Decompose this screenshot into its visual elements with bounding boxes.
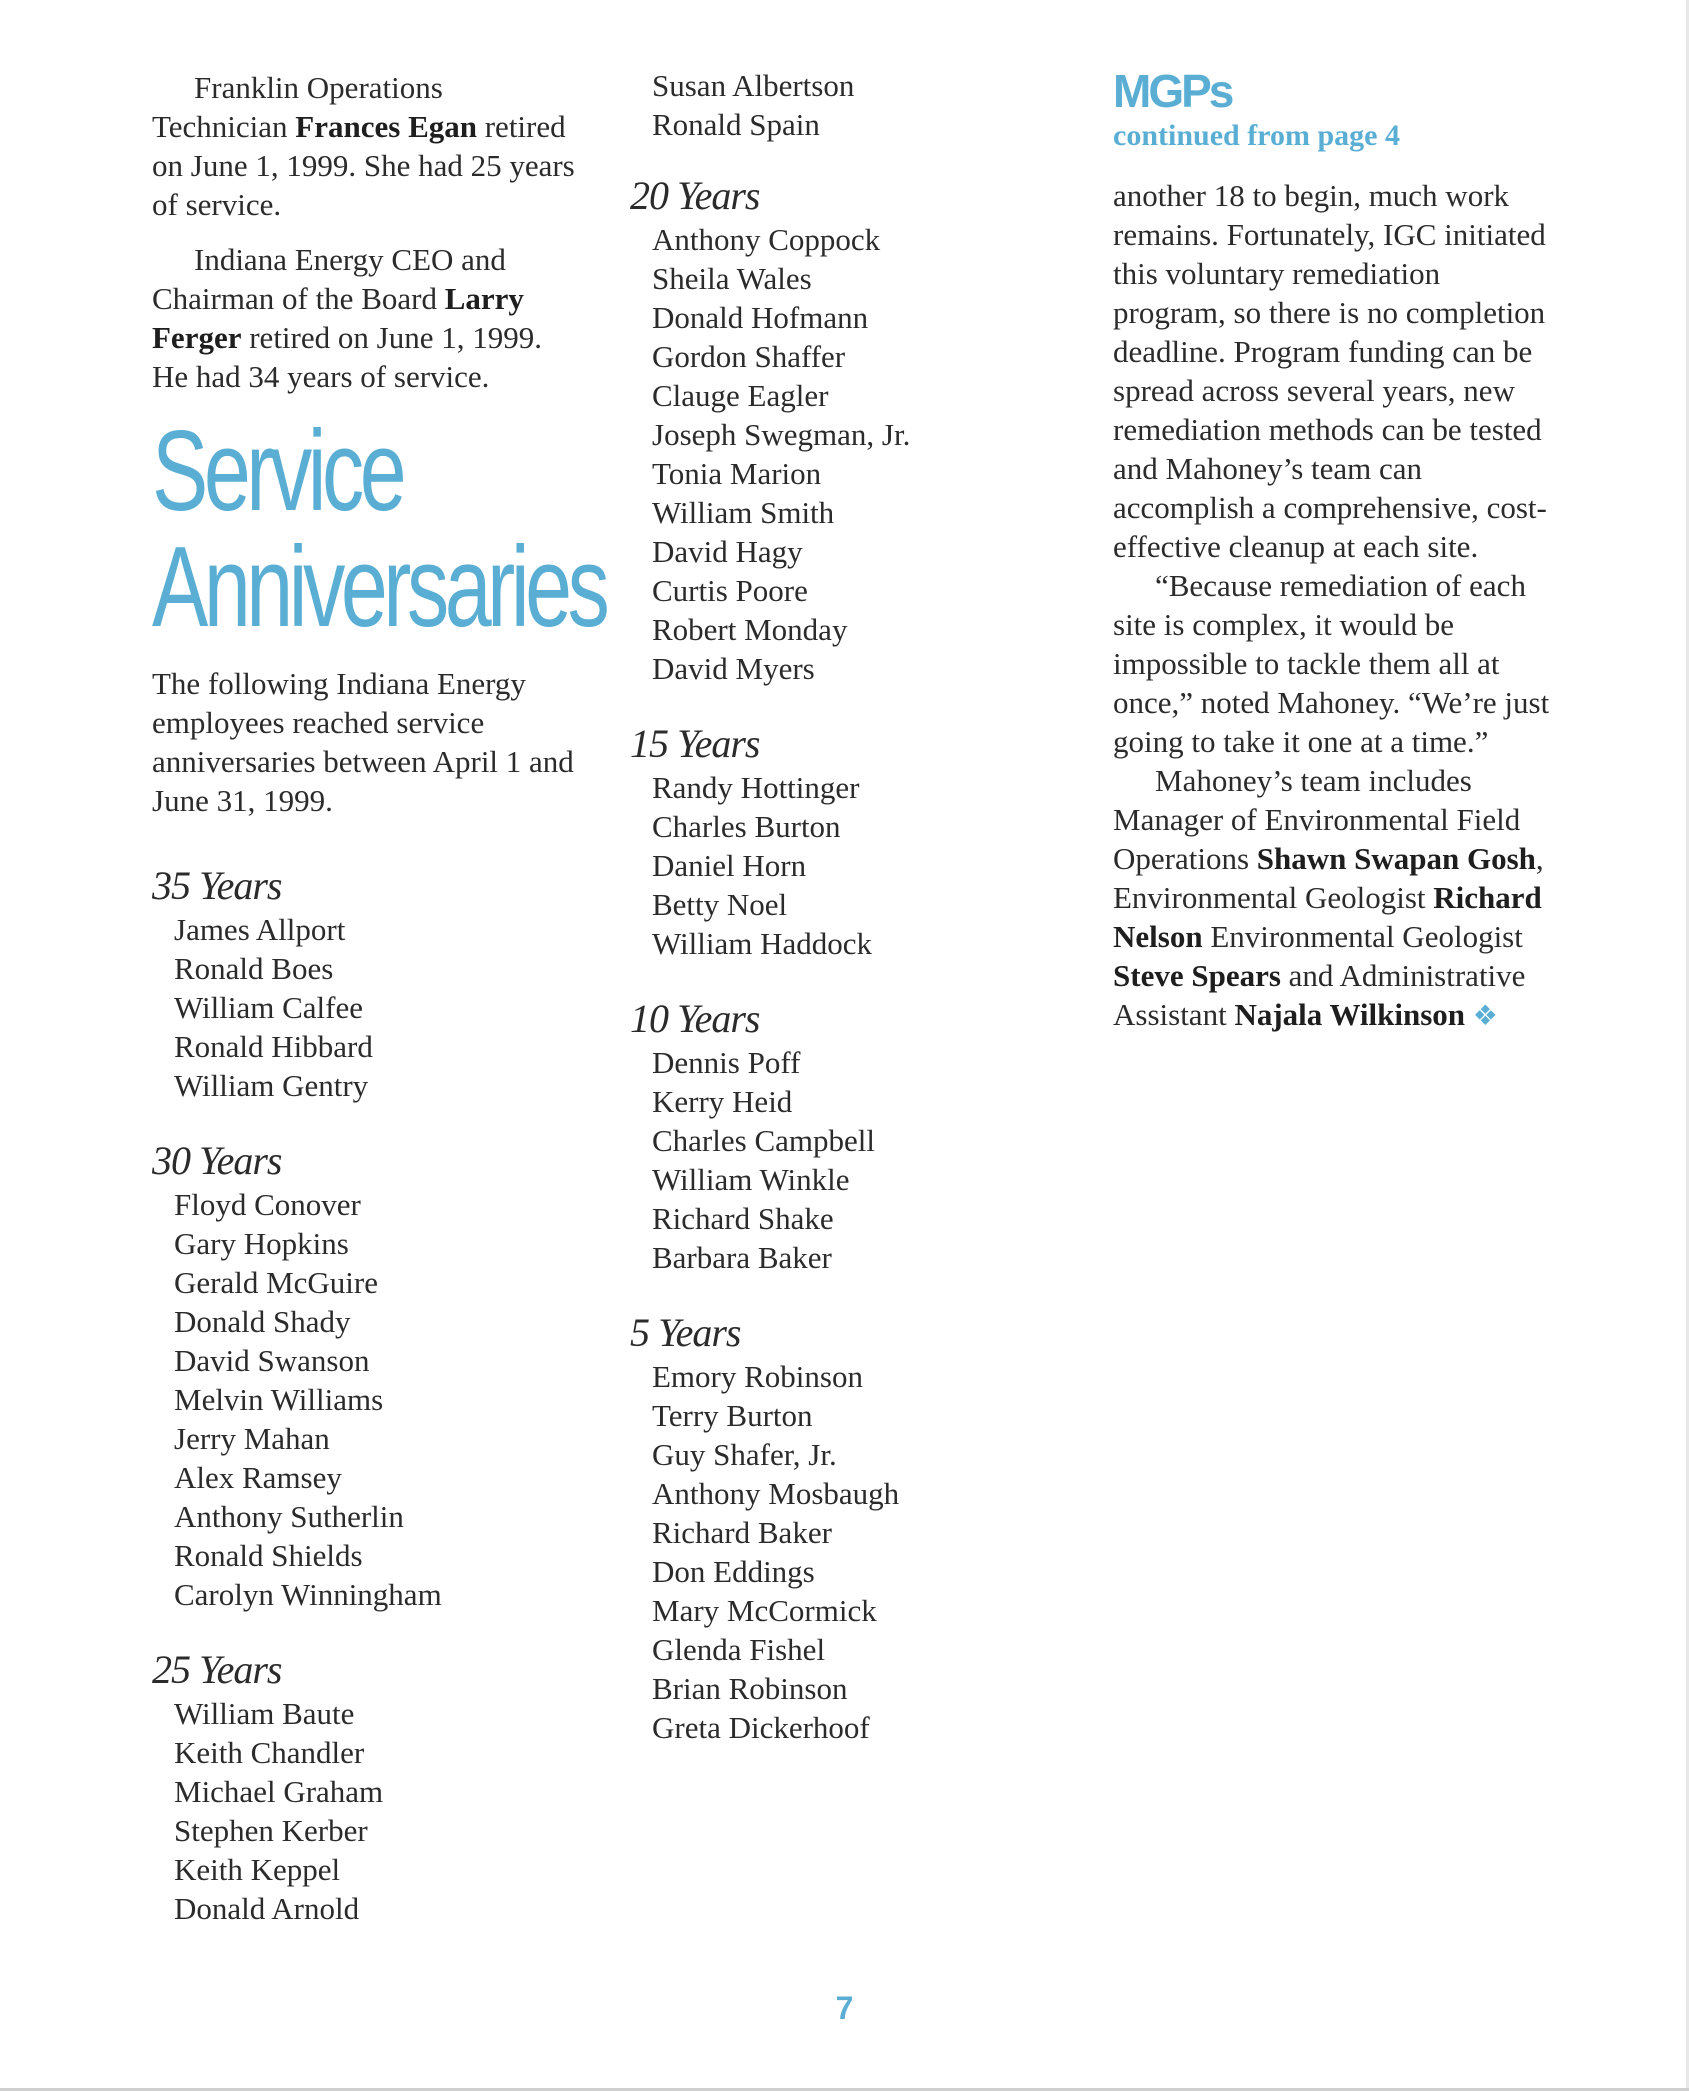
employee-name: Barbara Baker: [652, 1240, 832, 1275]
continued-name-list: [630, 66, 970, 144]
employee-name: Michael Graham: [174, 1774, 384, 1809]
employee-name: Keith Keppel: [174, 1852, 341, 1887]
mgps-paragraph-1: another 18 to begin, much work remains. Fortunately, IGC initiated this voluntary remediation program, so there is no completion deadline. Program funding can be spread across several years, new remediation methods can be tested and Mahoney’s team can accomplish a comprehensive, cost-effective cleanup at each site.: [1113, 178, 1547, 564]
employee-name: David Swanson: [174, 1343, 370, 1378]
employee-name: Randy Hottinger: [652, 770, 860, 805]
employee-name: James Allport: [174, 912, 346, 947]
employee-name: Terry Burton: [652, 1398, 813, 1433]
employee-name: William Calfee: [174, 990, 363, 1025]
intro-paragraph: The following Indiana Energy employees reached service anniversaries between April 1 and June 31, 1999.: [152, 666, 574, 818]
team-member-name: Najala Wilkinson: [1234, 997, 1466, 1032]
years-heading: 15 Years: [630, 721, 760, 766]
headline-line-2: Anniversaries: [152, 524, 606, 651]
name-list: [630, 1357, 970, 1747]
employee-name: Don Eddings: [652, 1554, 815, 1589]
employee-name: Charles Burton: [652, 809, 841, 844]
employee-name: Sheila Wales: [652, 261, 812, 296]
employee-name: Ronald Spain: [652, 107, 820, 142]
employee-name: William Gentry: [174, 1068, 369, 1103]
column-middle: [630, 66, 970, 1781]
employee-name: Charles Campbell: [652, 1123, 875, 1158]
retiree-name: Frances Egan: [295, 109, 477, 144]
employee-name: Glenda Fishel: [652, 1632, 826, 1667]
years-heading: 35 Years: [152, 863, 282, 908]
service-anniversaries-headline: [152, 408, 606, 651]
employee-name: Susan Albertson: [652, 68, 855, 103]
end-mark-icon: ❖: [1472, 1001, 1498, 1032]
team-member-name: Steve Spears: [1113, 958, 1281, 993]
employee-name: Anthony Sutherlin: [174, 1499, 404, 1534]
anniversary-group: [630, 174, 970, 688]
employee-name: Betty Noel: [652, 887, 788, 922]
years-heading: 5 Years: [630, 1310, 741, 1355]
employee-name: Brian Robinson: [652, 1671, 848, 1706]
paragraph-text: Mahoney’s team includes Manager of Environmental Field Operations: [1113, 763, 1521, 876]
mgps-title: MGPs: [1113, 65, 1232, 117]
paragraph-text: , Environmental Geologist: [1113, 841, 1544, 915]
anniversary-group: [152, 864, 582, 1105]
employee-name: Clauge Eagler: [652, 378, 829, 413]
employee-name: Ronald Hibbard: [174, 1029, 373, 1064]
employee-name: Kerry Heid: [652, 1084, 793, 1119]
column-left: [152, 68, 606, 1962]
headline-line-1: Service: [152, 408, 403, 535]
employee-name: Curtis Poore: [652, 573, 808, 608]
employee-name: Donald Shady: [174, 1304, 351, 1339]
employee-name: Carolyn Winningham: [174, 1577, 442, 1612]
retirement-paragraph-ferger: [152, 240, 582, 396]
employee-name: Daniel Horn: [652, 848, 807, 883]
anniversary-group: [630, 1311, 970, 1747]
employee-name: Jerry Mahan: [174, 1421, 330, 1456]
employee-name: Floyd Conover: [174, 1187, 361, 1222]
employee-name: Anthony Coppock: [652, 222, 881, 257]
employee-name: Stephen Kerber: [174, 1813, 368, 1848]
employee-name: Dennis Poff: [652, 1045, 801, 1080]
paragraph-text: and Administrative Assistant: [1113, 958, 1526, 1032]
employee-name: William Winkle: [652, 1162, 850, 1197]
paragraph-text: Environmental Geologist: [1202, 919, 1523, 954]
employee-name: William Haddock: [652, 926, 872, 961]
mgps-paragraph-3: [1113, 761, 1558, 1036]
team-member-name: Shawn Swapan Gosh: [1256, 841, 1536, 876]
page-number: 7: [835, 1990, 854, 2026]
employee-name: Ronald Boes: [174, 951, 334, 986]
anniversary-group: [152, 1648, 582, 1928]
employee-name: Gordon Shaffer: [652, 339, 846, 374]
years-heading: 10 Years: [630, 996, 760, 1041]
employee-name: Greta Dickerhoof: [652, 1710, 870, 1745]
employee-name: David Myers: [652, 651, 815, 686]
employee-name: William Baute: [174, 1696, 355, 1731]
employee-name: Donald Hofmann: [652, 300, 869, 335]
employee-name: Ronald Shields: [174, 1538, 363, 1573]
anniversary-group: [630, 997, 970, 1277]
paragraph-text: Franklin Operations Technician: [152, 70, 443, 144]
name-list: [630, 768, 970, 963]
name-list: [152, 1694, 582, 1928]
employee-name: Gerald McGuire: [174, 1265, 378, 1300]
paragraph-text: retired on June 1, 1999. She had 25 years of service.: [152, 109, 575, 222]
anniversary-group: [152, 1139, 582, 1614]
paragraph-text: Indiana Energy CEO and Chairman of the Board: [152, 242, 506, 316]
mgps-paragraph-2: “Because remediation of each site is complex, it would be impossible to tackle them all at once,” noted Mahoney. “We’re just going to take it one at a time.”: [1113, 568, 1550, 759]
employee-name: Robert Monday: [652, 612, 848, 647]
retiree-name: Larry Ferger: [152, 281, 524, 355]
paragraph-text: retired on June 1, 1999. He had 34 years of service.: [152, 320, 542, 394]
employee-name: Joseph Swegman, Jr.: [652, 417, 911, 452]
anniversary-groups-middle: [630, 174, 970, 1747]
continued-from-label: continued from page 4: [1113, 119, 1400, 152]
name-list: [152, 1185, 582, 1614]
employee-name: Richard Shake: [652, 1201, 834, 1236]
years-heading: 25 Years: [152, 1647, 282, 1692]
anniversary-group: [630, 722, 970, 963]
column-right: [1113, 66, 1558, 1052]
years-heading: 20 Years: [630, 173, 760, 218]
employee-name: Keith Chandler: [174, 1735, 365, 1770]
employee-name: Alex Ramsey: [174, 1460, 342, 1495]
name-list: [630, 220, 970, 688]
employee-name: Guy Shafer, Jr.: [652, 1437, 837, 1472]
employee-name: Tonia Marion: [652, 456, 822, 491]
employee-name: Mary McCormick: [652, 1593, 877, 1628]
employee-name: William Smith: [652, 495, 835, 530]
employee-name: Donald Arnold: [174, 1891, 360, 1926]
team-member-name: Richard Nelson: [1113, 880, 1542, 954]
employee-name: David Hagy: [652, 534, 803, 569]
anniversary-groups-left: [152, 864, 582, 1928]
name-list: [152, 910, 582, 1105]
employee-name: Gary Hopkins: [174, 1226, 349, 1261]
retirement-paragraph-egan: [152, 68, 582, 224]
employee-name: Melvin Williams: [174, 1382, 384, 1417]
name-list: [630, 1043, 970, 1277]
employee-name: Anthony Mosbaugh: [652, 1476, 900, 1511]
employee-name: Emory Robinson: [652, 1359, 863, 1394]
employee-name: Richard Baker: [652, 1515, 832, 1550]
years-heading: 30 Years: [152, 1138, 282, 1183]
